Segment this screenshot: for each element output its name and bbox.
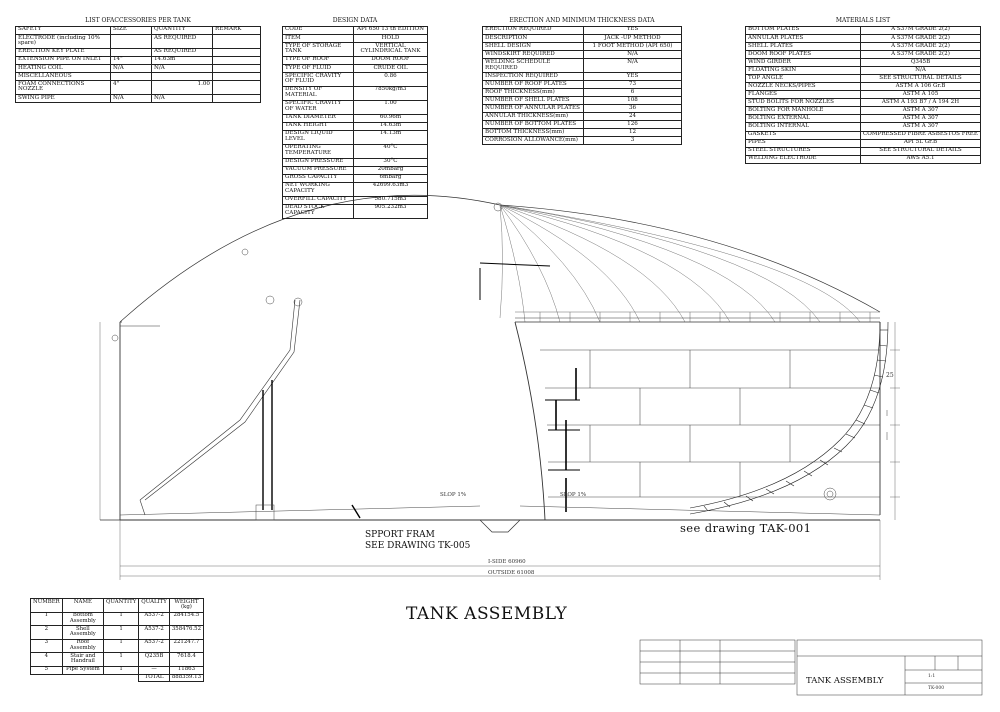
table-cell: TANK HEIGHT (283, 122, 354, 130)
table-cell: 1 (103, 639, 138, 653)
table-row (483, 81, 682, 89)
table-cell: A S37M GRADE 2(2) (861, 34, 981, 42)
table-cell: ANNULAR PLATES (746, 34, 861, 42)
table-cell: ERECTION KEY PLATE (16, 48, 111, 56)
table-cell: BOTTOM THICKNESS(mm) (483, 129, 584, 137)
table-row (483, 129, 682, 137)
table-row (31, 626, 204, 640)
table-row (483, 105, 682, 113)
table-cell: GASKETS (746, 131, 861, 139)
table-row (746, 42, 981, 50)
table-cell: NOZZLE NECKS/PIPES (746, 83, 861, 91)
table-row (483, 97, 682, 105)
table-row (283, 166, 428, 174)
table-cell: AWS A5.1 (861, 155, 981, 163)
table-cell: 40°C (354, 144, 428, 158)
table-cell: A537-2 (139, 612, 170, 626)
weights-header-cell: NAME (62, 599, 103, 613)
table-cell: DESCRIPTION (483, 34, 584, 42)
table-row (746, 155, 981, 163)
table-cell: 1 (31, 612, 63, 626)
materials-list-title: MATERIALS LIST (835, 16, 891, 24)
table-cell: ASTM A 193 B7 / A 194 2H (861, 99, 981, 107)
table-cell: TOP ANGLE (746, 75, 861, 83)
table-cell: 6mbarg (354, 174, 428, 182)
table-cell (111, 72, 152, 80)
table-cell: 14" (111, 56, 152, 64)
table-cell: SEE STRUCTURAL DETAILS (861, 75, 981, 83)
table-cell: N/A (111, 94, 152, 102)
table-row (746, 75, 981, 83)
table-cell (213, 72, 261, 80)
table-row (283, 182, 428, 196)
table-cell: Q345B (861, 59, 981, 67)
weights-total-row (31, 674, 204, 682)
table-cell: WELDING SCHEDULE REQUIRED (483, 59, 584, 73)
table-cell: ASTM A 307 (861, 115, 981, 123)
table-row (746, 99, 981, 107)
table-row (283, 26, 428, 34)
table-row (283, 56, 428, 64)
table-cell: TANK DIAMETER (283, 114, 354, 122)
accessories-header-cell: REMARK (213, 26, 261, 34)
stair-note: see drawing TAK-001 (680, 521, 812, 535)
accessories-header-row (16, 26, 261, 34)
table-cell: 14.63m (152, 56, 213, 64)
support-note-line2: SEE DRAWING TK-005 (365, 541, 471, 551)
table-cell: CORROSION ALLOWANCE(mm) (483, 137, 584, 145)
table-cell: DOOM ROOF (354, 56, 428, 64)
table-cell: NUMBER OF BOTTOM PLATES (483, 121, 584, 129)
table-cell: ASTM A 307 (861, 107, 981, 115)
table-cell: 221247.7 (169, 639, 203, 653)
table-cell: GROSS CAPACITY (283, 174, 354, 182)
table-cell: 1.00 (354, 100, 428, 114)
table-row (746, 83, 981, 91)
table-cell: Roof Assembly (62, 639, 103, 653)
table-cell: 5 (31, 666, 63, 674)
table-cell: API 650 13 th EDITION (354, 26, 428, 34)
table-cell: CODE (283, 26, 354, 34)
table-row (746, 131, 981, 139)
table-cell: BOLTING FOR MANHOLE (746, 107, 861, 115)
table-row (283, 86, 428, 100)
table-row (746, 115, 981, 123)
table-row (483, 42, 682, 50)
table-cell: 20mbarg (354, 166, 428, 174)
table-cell: NUMBER OF ANNULAR PLATES (483, 105, 584, 113)
table-row (483, 26, 682, 34)
table-cell: FLANGES (746, 91, 861, 99)
table-cell: TYPE OF ROOF (283, 56, 354, 64)
table-cell: SEE STRUCTURAL DETAILS (861, 147, 981, 155)
table-row (283, 196, 428, 204)
table-cell: 3 (584, 137, 682, 145)
table-row (483, 72, 682, 80)
table-cell: SPECIFIC CRAVITY OF WATER (283, 100, 354, 114)
table-cell: OPERATING TEMPERATURE (283, 144, 354, 158)
table-cell: ASTM A 307 (861, 123, 981, 131)
table-cell: 1.00 (152, 81, 213, 95)
table-cell: — (139, 666, 170, 674)
table-row (283, 158, 428, 166)
table-cell: SHELL PLATES (746, 42, 861, 50)
support-note-line1: SPPORT FRAM (365, 530, 435, 540)
table-cell: VACUUM PRESSURE (283, 166, 354, 174)
table-cell: 24 (584, 113, 682, 121)
design-data-table (282, 17, 428, 219)
title-block-title: TANK ASSEMBLY (806, 676, 884, 686)
table-cell: PIPES (746, 139, 861, 147)
table-cell: FLOATING SKIN (746, 67, 861, 75)
table-row (31, 639, 204, 653)
table-row (483, 121, 682, 129)
table-cell: STEEL STRUCTURES (746, 147, 861, 155)
table-cell: SWING PIPE (16, 94, 111, 102)
spiral-stair (690, 322, 888, 514)
table-row (746, 107, 981, 115)
table-cell: 4" (111, 81, 152, 95)
table-row (283, 42, 428, 56)
table-cell: COMPRESSED FIBRE ASBESTOS FREE (861, 131, 981, 139)
table-cell: A S37M GRADE 2(2) (861, 42, 981, 50)
table-cell: 126 (584, 121, 682, 129)
table-cell: API 5L Gr.B (861, 139, 981, 147)
table-cell: ERECTION REQUIRED (483, 26, 584, 34)
table-cell: WIND GIRDER (746, 59, 861, 67)
table-cell: 30°C (354, 158, 428, 166)
table-cell: 6 (584, 89, 682, 97)
table-cell: 36 (584, 105, 682, 113)
table-cell: A S37M GRADE 2(2) (861, 51, 981, 59)
table-row (283, 64, 428, 72)
shell-profile (515, 322, 545, 520)
table-cell: Stair and Handrail (62, 653, 103, 667)
table-cell: Q235B (139, 653, 170, 667)
table-row (283, 204, 428, 218)
table-cell: DESIGN LIQUID LEVEL (283, 130, 354, 144)
table-cell: OVERFILL CAPACITY (283, 196, 354, 204)
table-cell: ANNULAR THICKNESS(mm) (483, 113, 584, 121)
table-cell: A537-2 (139, 626, 170, 640)
table-cell: 3 (31, 639, 63, 653)
table-cell: 12 (584, 129, 682, 137)
table-cell: INSPECTION REQUIRED (483, 72, 584, 80)
table-row (283, 72, 428, 86)
table-cell (213, 34, 261, 48)
table-cell: N/A (584, 59, 682, 73)
dome-roof-right (500, 205, 880, 312)
dimension-lines (100, 322, 900, 580)
table-cell (213, 48, 261, 56)
table-cell: 1 (103, 626, 138, 640)
table-row (16, 34, 261, 48)
table-cell (152, 72, 213, 80)
table-cell: A S37M GRADE 2(2) (861, 26, 981, 34)
table-cell (111, 48, 152, 56)
nozzles (112, 203, 836, 500)
table-cell: EXTENSION PIPE ON INLET (16, 56, 111, 64)
table-row (483, 113, 682, 121)
table-row (746, 34, 981, 42)
table-row (283, 100, 428, 114)
table-cell: 1 (103, 666, 138, 674)
table-row (31, 653, 204, 667)
table-cell: BOLTING INTERNAL (746, 123, 861, 131)
shell-courses (540, 350, 880, 497)
table-cell (111, 34, 152, 48)
table-cell: NUMBER OF ROOF PLATES (483, 81, 584, 89)
table-row (746, 26, 981, 34)
erection-data-title: ERECTION AND MINIMUM THICKNESS DATA (509, 16, 655, 24)
slope-label-right: SLOP 1% (560, 492, 587, 498)
accessories-header-cell: QUANTITY (152, 26, 213, 34)
table-cell: 580.715m3 (354, 196, 428, 204)
table-cell: N/A (152, 64, 213, 72)
table-cell: TYPE OF STORAGE TANK (283, 42, 354, 56)
table-cell: JACK -UP METHOD (584, 34, 682, 42)
table-cell: NET WORKING CAPACITY (283, 182, 354, 196)
table-cell: ROOF THICKNESS(mm) (483, 89, 584, 97)
table-row (483, 51, 682, 59)
table-row (746, 59, 981, 67)
table-cell: CRUDE OIL (354, 64, 428, 72)
table-cell: 1 FOOT METHOD (API 650) (584, 42, 682, 50)
table-cell: 14.13m (354, 130, 428, 144)
table-cell: 4 (31, 653, 63, 667)
table-row (746, 67, 981, 75)
table-row (483, 137, 682, 145)
table-cell: N/A (584, 51, 682, 59)
weights-total-value: 888359.13 (169, 674, 203, 682)
table-cell: 7850kg/m3 (354, 86, 428, 100)
table-cell: AS REQUIRED (152, 34, 213, 48)
table-row (483, 59, 682, 73)
table-cell: BOLTING EXTERNAL (746, 115, 861, 123)
table-cell (213, 94, 261, 102)
table-cell: 1 (103, 612, 138, 626)
table-cell: 2 (31, 626, 63, 640)
table-cell (213, 81, 261, 95)
table-cell: FOAM CONNECTIONS NOZZLE (16, 81, 111, 95)
table-cell: Bottom Assembly (62, 612, 103, 626)
slope-label-left: SLOP 1% (440, 492, 467, 498)
outside-diameter-dim: OUTSIDE 61008 (488, 570, 535, 576)
weights-header-row (31, 599, 204, 613)
title-block-scale: 1:1 (928, 674, 936, 679)
table-cell: NUMBER OF SHELL PLATES (483, 97, 584, 105)
table-row (16, 64, 261, 72)
table-cell: SPECIFIC CRAVITY OF FLUID (283, 72, 354, 86)
table-cell: WELDING ELECTRODE (746, 155, 861, 163)
table-cell: 11863 (169, 666, 203, 674)
table-cell: ELECTRODE (including 10% spare) (16, 34, 111, 48)
table-cell: AS REQUIRED (152, 48, 213, 56)
table-cell: Shell Assembly (62, 626, 103, 640)
accessories-header-cell: SAFETY (16, 26, 111, 34)
weights-header-cell: NUMBER (31, 599, 63, 613)
table-cell: TYPE OF FLUID (283, 64, 354, 72)
accessories-header-cell: SIZE (111, 26, 152, 34)
table-row (746, 139, 981, 147)
table-cell: DOOM ROOF PLATES (746, 51, 861, 59)
drawing-title: TANK ASSEMBLY (406, 604, 568, 624)
weights-table (30, 598, 204, 682)
table-cell: 7618.4 (169, 653, 203, 667)
table-row (746, 147, 981, 155)
table-row (16, 48, 261, 56)
table-row (483, 34, 682, 42)
accessories-title: LIST OFACCESSORIES PER TANK (85, 16, 191, 24)
table-cell: ASTM A 105 (861, 91, 981, 99)
table-cell: 1 (103, 653, 138, 667)
table-cell: SHELL DESIGN (483, 42, 584, 50)
table-cell: A537-2 (139, 639, 170, 653)
table-row (283, 34, 428, 42)
table-cell: 14.63m (354, 122, 428, 130)
table-cell: N/A (861, 67, 981, 75)
table-cell: 0.86 (354, 72, 428, 86)
table-cell: N/A (111, 64, 152, 72)
table-cell: BOTTOM PLATES (746, 26, 861, 34)
table-cell: 60.96m (354, 114, 428, 122)
table-row (31, 666, 204, 674)
table-cell: VERTICAL CYLINDRICAL TANK (354, 42, 428, 56)
table-row (31, 612, 204, 626)
table-cell: DENSITY OF MATERIAL (283, 86, 354, 100)
table-cell (213, 56, 261, 64)
table-cell: STUD BOLITS FOR NOZZLES (746, 99, 861, 107)
table-cell: HEATING COIL (16, 64, 111, 72)
inlet-pipe (140, 300, 300, 515)
table-row (283, 144, 428, 158)
table-row (283, 122, 428, 130)
table-cell: YES (584, 26, 682, 34)
inside-diameter-dim: I-SIDE 60960 (488, 559, 526, 565)
table-row (16, 72, 261, 80)
table-row (16, 81, 261, 95)
materials-list-table (745, 17, 981, 164)
table-cell: 905.232m3 (354, 204, 428, 218)
table-cell: ITEM (283, 34, 354, 42)
table-cell: Pipe System (62, 666, 103, 674)
table-row (16, 56, 261, 64)
table-cell: 42699.63m3 (354, 182, 428, 196)
table-cell: 284154.5 (169, 612, 203, 626)
table-row (283, 114, 428, 122)
table-cell: 108 (584, 97, 682, 105)
table-cell: N/A (152, 94, 213, 102)
accessories-table (15, 17, 261, 103)
table-row (283, 174, 428, 182)
erection-data-table (482, 17, 682, 145)
table-cell: MISCELLANEOUS (16, 72, 111, 80)
table-cell: YES (584, 72, 682, 80)
design-data-title: DESIGN DATA (332, 16, 378, 24)
table-cell: DEAD STOCK CAPACITY (283, 204, 354, 218)
table-cell: ASTM A 106 Gr.B (861, 83, 981, 91)
weights-header-cell: QUALITY (139, 599, 170, 613)
weights-header-cell: WEIGHT (kg) (169, 599, 203, 613)
roof-railing (515, 312, 880, 322)
table-cell: 358476.52 (169, 626, 203, 640)
table-row (483, 89, 682, 97)
table-row (746, 123, 981, 131)
table-cell: HOLD (354, 34, 428, 42)
table-cell: 73 (584, 81, 682, 89)
table-cell (213, 64, 261, 72)
course-height-label: 25 (886, 372, 894, 379)
weights-total-label: TOTAL (139, 674, 170, 682)
table-cell: WINDSKIRT REQUIRED (483, 51, 584, 59)
table-row (746, 91, 981, 99)
weights-header-cell: QUANTITY (103, 599, 138, 613)
title-block-drawing-number: TK-000 (928, 686, 945, 691)
table-cell: DESIGN PRESSURE (283, 158, 354, 166)
shell-stiffeners (480, 263, 576, 512)
table-row (746, 51, 981, 59)
table-row (16, 94, 261, 102)
table-row (283, 130, 428, 144)
roof-ribs (500, 205, 860, 322)
